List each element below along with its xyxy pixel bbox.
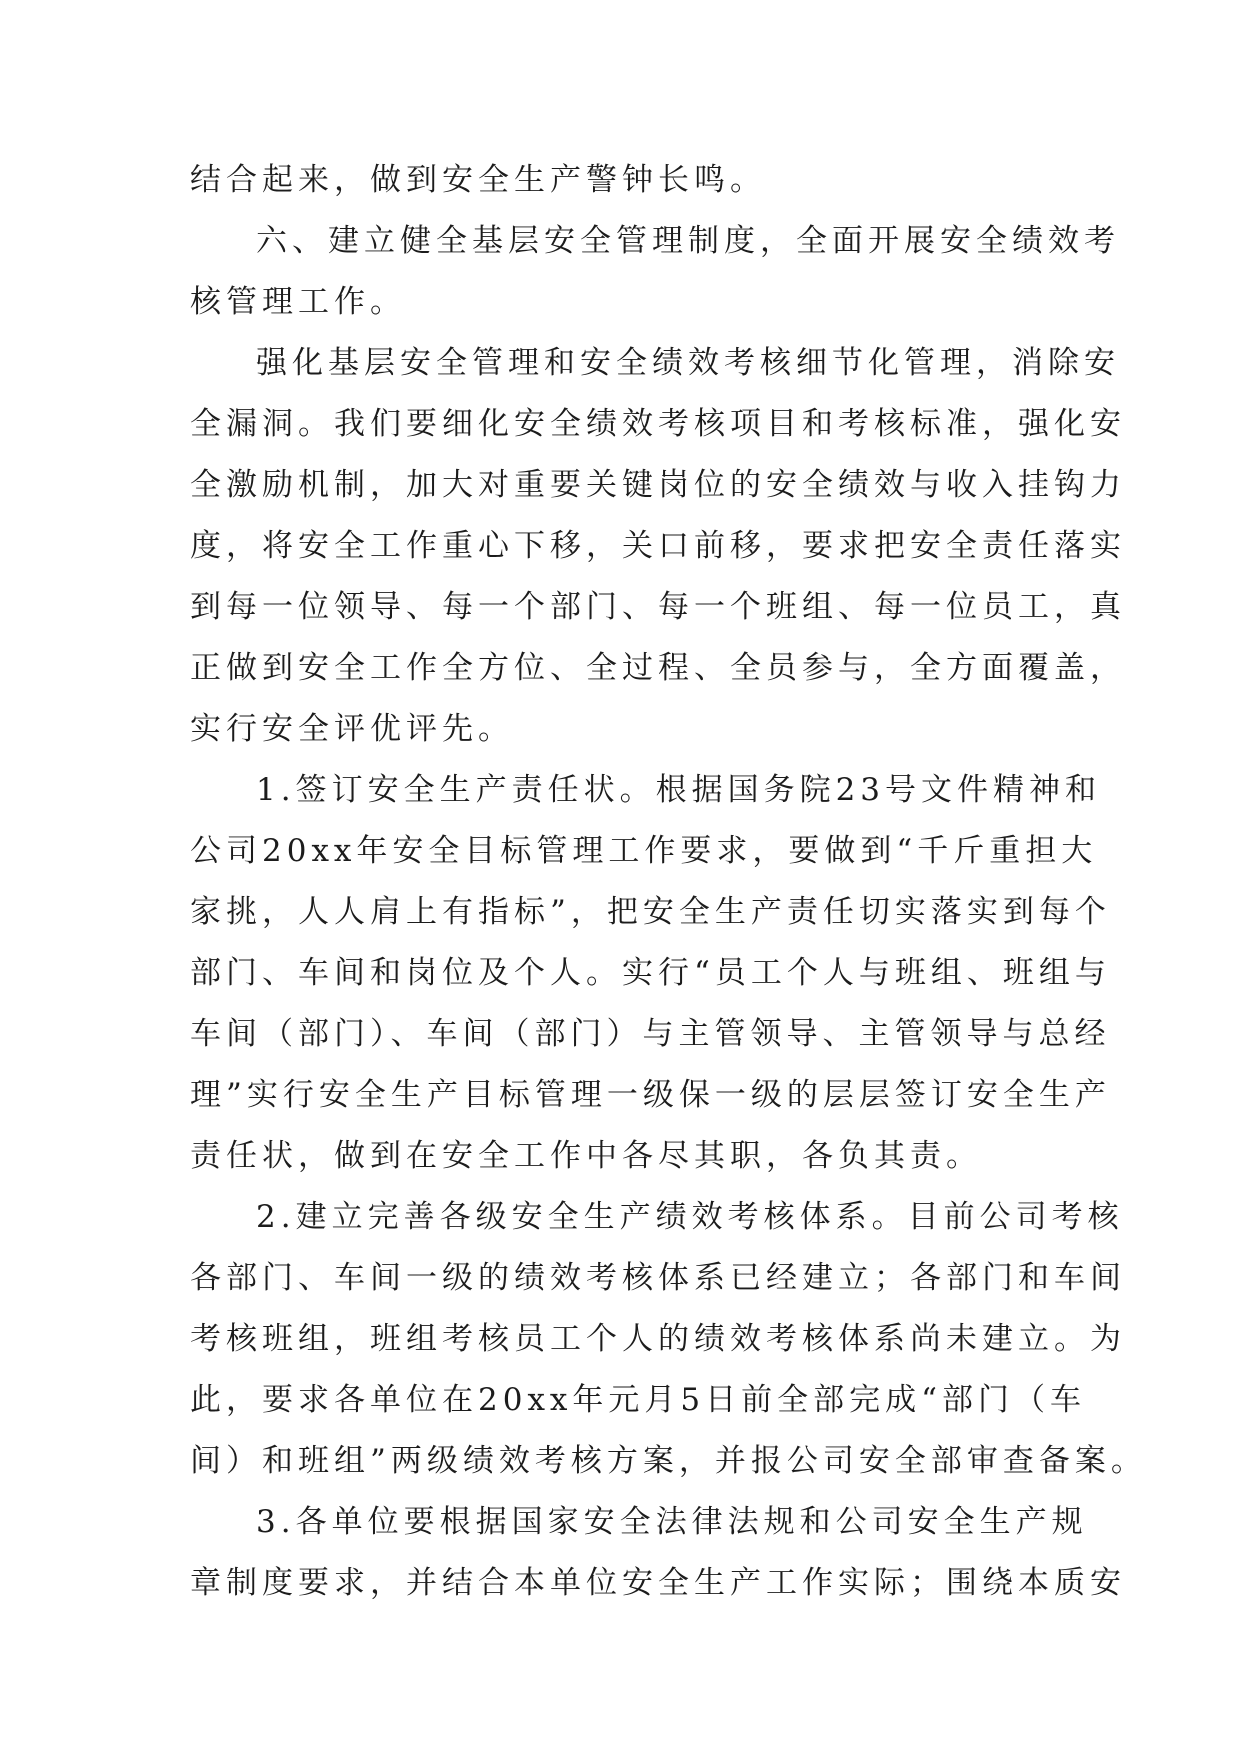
text-line: 车间（部门）、车间（部门）与主管领导、主管领导与总经: [190, 1016, 1111, 1052]
text-line: 实行安全评优评先。: [190, 711, 514, 747]
text-line: 章制度要求，并结合本单位安全生产工作实际；围绕本质安: [190, 1565, 1126, 1601]
text-line: 各部门、车间一级的绩效考核体系已经建立；各部门和车间: [190, 1260, 1126, 1296]
text-line: 此，要求各单位在20xx年元月5日前全部完成“部门（车: [190, 1382, 1086, 1418]
text-line: 正做到安全工作全方位、全过程、全员参与，全方面覆盖，: [190, 650, 1126, 686]
text-line: 间）和班组”两级绩效考核方案，并报公司安全部审查备案。: [190, 1443, 1147, 1479]
text-line: 结合起来，做到安全生产警钟长鸣。: [190, 162, 766, 198]
text-line: 部门、车间和岗位及个人。实行“员工个人与班组、班组与: [190, 955, 1111, 991]
text-line: 度，将安全工作重心下移，关口前移，要求把安全责任落实: [190, 528, 1126, 564]
text-line: 2.建立完善各级安全生产绩效考核体系。目前公司考核: [256, 1199, 1124, 1235]
text-line: 3.各单位要根据国家安全法律法规和公司安全生产规: [256, 1504, 1088, 1540]
text-line: 全漏洞。我们要细化安全绩效考核项目和考核标准，强化安: [190, 406, 1126, 442]
document-body: [190, 150, 1147, 1614]
text-line: 强化基层安全管理和安全绩效考核细节化管理，消除安: [256, 345, 1120, 381]
section-heading-line: 核管理工作。: [190, 284, 406, 320]
text-line: 家挑，人人肩上有指标”，把安全生产责任切实落实到每个: [190, 894, 1111, 930]
section-heading-line: 六、建立健全基层安全管理制度，全面开展安全绩效考: [256, 223, 1120, 259]
text-line: 全激励机制，加大对重要关键岗位的安全绩效与收入挂钩力: [190, 467, 1126, 503]
text-line: 到每一位领导、每一个部门、每一个班组、每一位员工，真: [190, 589, 1126, 625]
text-line: 责任状，做到在安全工作中各尽其职，各负其责。: [190, 1138, 982, 1174]
text-line: 理”实行安全生产目标管理一级保一级的层层签订安全生产: [190, 1077, 1111, 1113]
text-line: 公司20xx年安全目标管理工作要求，要做到“千斤重担大: [190, 833, 1098, 869]
text-line: 1.签订安全生产责任状。根据国务院23号文件精神和: [256, 772, 1102, 808]
text-line: 考核班组，班组考核员工个人的绩效考核体系尚未建立。为: [190, 1321, 1126, 1357]
